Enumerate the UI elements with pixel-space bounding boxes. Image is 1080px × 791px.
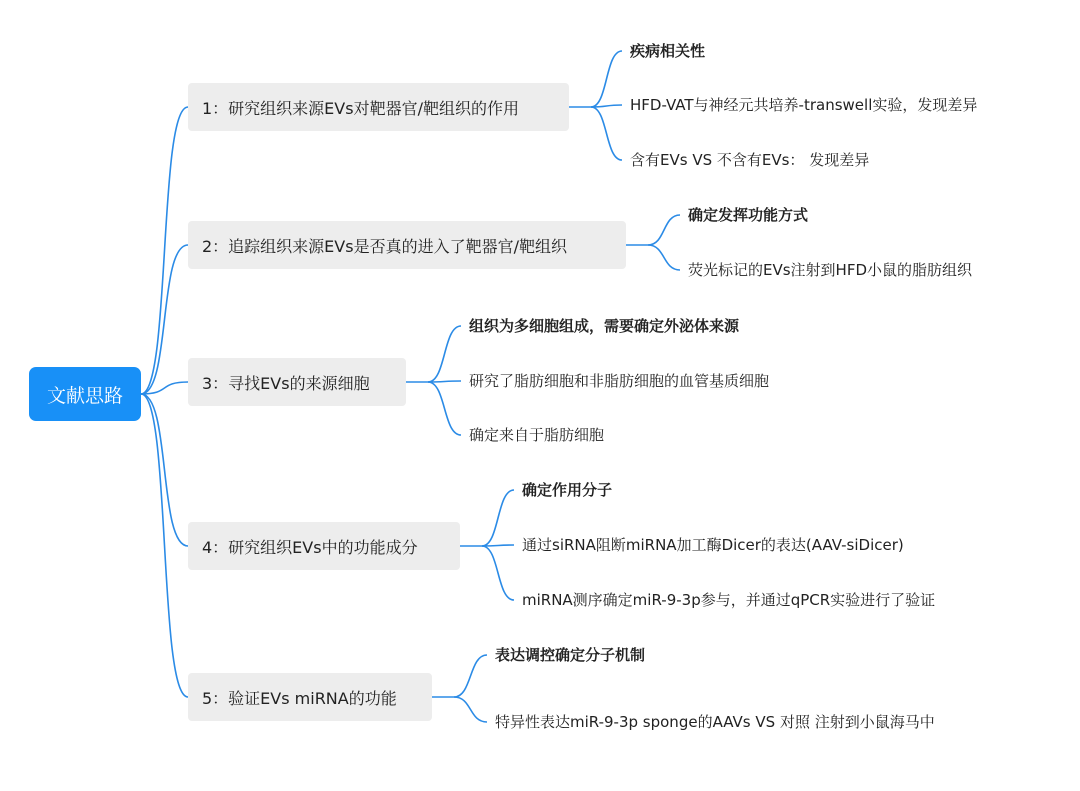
branch-5-leaf-1-connector [454,655,487,697]
leaf-item[interactable]: 表达调控确定分子机制 [495,646,646,664]
branch-4-leaf-3-connector [482,546,514,600]
leaf-item[interactable]: 确定作用分子 [522,481,613,499]
branch-node-1[interactable] [188,83,569,131]
branch-node-2[interactable] [188,221,626,269]
leaf-item[interactable]: 通过siRNA阻断miRNA加工酶Dicer的表达(AAV-siDicer) [522,536,904,554]
branch-2-leaf-1-connector [648,215,680,245]
leaf-item[interactable]: 含有EVs VS 不含有EVs： 发现差异 [630,151,870,169]
branch-label: 2：追踪组织来源EVs是否真的进入了靶器官/靶组织 [202,236,567,256]
branch-label: 1：研究组织来源EVs对靶器官/靶组织的作用 [202,98,519,118]
branch-3-leaf-1-connector [428,326,461,382]
leaf-item[interactable]: 疾病相关性 [630,42,706,60]
branch-label: 5：验证EVs miRNA的功能 [202,688,397,708]
branch-node-4[interactable] [188,522,460,570]
leaf-item[interactable]: 确定来自于脂肪细胞 [469,426,605,444]
leaf-item[interactable]: 研究了脂肪细胞和非脂肪细胞的血管基质细胞 [469,372,770,390]
branch-5-leaf-2-connector [454,697,487,722]
leaf-item[interactable]: 荧光标记的EVs注射到HFD小鼠的脂肪组织 [688,261,973,279]
branch-node-3[interactable] [188,358,406,406]
branch-1-leaf-3-connector [591,107,622,160]
leaf-item[interactable]: 特异性表达miR-9-3p sponge的AAVs VS 对照 注射到小鼠海马中 [495,713,935,731]
branch-2-leaf-2-connector [648,245,680,270]
leaf-item[interactable]: miRNA测序确定miR-9-3p参与，并通过qPCR实验进行了验证 [522,591,936,609]
branch-3-leaf-3-connector [428,382,461,435]
leaf-item[interactable]: 组织为多细胞组成，需要确定外泌体来源 [469,317,740,335]
root-label: 文献思路 [46,384,123,407]
root-to-branch-1-connector [141,107,188,394]
root-to-branch-2-connector [141,245,188,394]
root-to-branch-4-connector [141,394,188,546]
branch-label: 3：寻找EVs的来源细胞 [202,373,370,393]
branch-4-leaf-1-connector [482,490,514,546]
leaf-item[interactable]: 确定发挥功能方式 [688,206,809,224]
branch-node-5[interactable] [188,673,432,721]
leaf-item[interactable]: HFD-VAT与神经元共培养-transwell实验，发现差异 [630,96,978,114]
branch-1-leaf-1-connector [591,51,622,107]
branch-label: 4：研究组织EVs中的功能成分 [202,537,418,557]
root-to-branch-5-connector [141,394,188,697]
root-node[interactable] [29,367,141,421]
